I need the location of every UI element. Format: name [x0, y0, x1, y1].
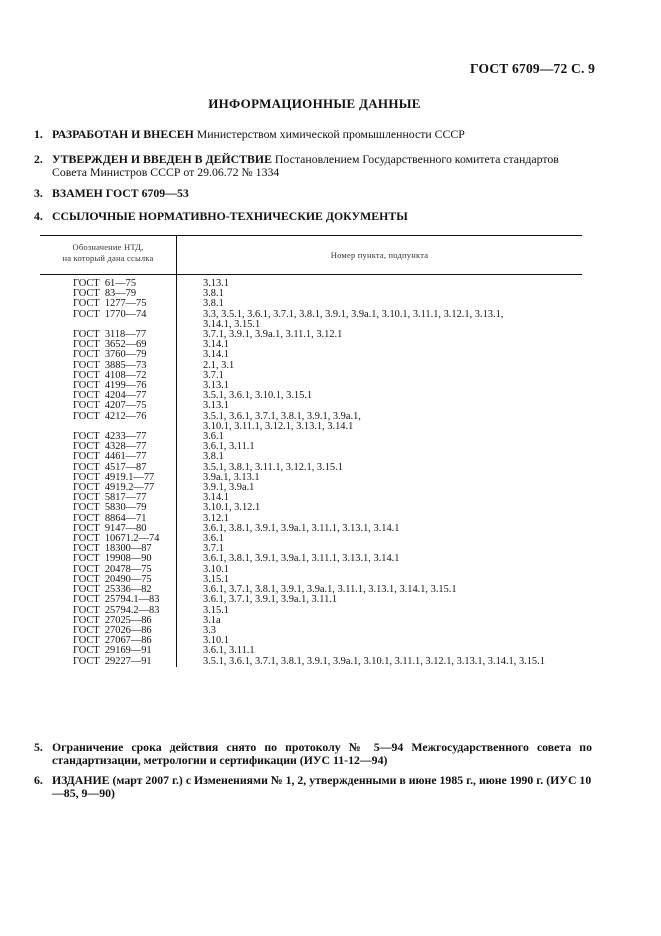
clause-references: [203, 350, 581, 360]
item-number: 6.: [34, 773, 43, 787]
clause-reference-line: 3.6.1, 3.11.1: [203, 645, 255, 657]
clause-references: [203, 534, 581, 544]
clause-references: [203, 463, 581, 473]
clause-reference-line: 3.13.1: [203, 278, 229, 289]
clause-reference-line: 3.14.1: [203, 339, 229, 351]
doc-designation: ГОСТ 61—75: [73, 278, 137, 289]
clause-reference-line: 3.5.1, 3.8.1, 3.11.1, 3.12.1, 3.15.1: [203, 461, 343, 473]
clause-reference-line: 3.10.1, 3.12.1: [203, 502, 261, 514]
doc-designation: ГОСТ 3760—79: [73, 349, 147, 361]
item-text: ИЗДАНИЕ (март 2007 г.) с Изменениями № 1, 2, утвержденными в июне 1985 г., июне 1990 г. (ИУС 10—85, 9—90): [52, 773, 592, 800]
doc-designation: ГОСТ 29169—91: [73, 645, 152, 657]
clause-references: [203, 554, 581, 564]
item-number: 5.: [34, 740, 43, 754]
clause-reference-line: 3.8.1: [203, 288, 224, 300]
table-header: [40, 235, 582, 275]
clause-reference-line: 3.1а: [203, 614, 221, 626]
clause-references: [203, 371, 581, 381]
clause-reference-line: 3.6.1, 3.8.1, 3.9.1, 3.9а.1, 3.11.1, 3.13.1, 3.14.1: [203, 522, 400, 534]
doc-designation: ГОСТ 4919.1—77: [73, 471, 155, 483]
header-doc-designation: [40, 242, 176, 264]
clause-reference-line: 3.6.1: [203, 431, 224, 443]
clause-references: [203, 361, 581, 371]
clause-reference-line: 3.14.1, 3.15.1: [203, 318, 261, 330]
doc-designation: ГОСТ 27025—86: [73, 614, 152, 626]
clause-references: [203, 616, 581, 626]
info-item-3: [34, 186, 592, 200]
item-text: Министерством химической промышленности СССР: [196, 127, 465, 141]
clause-references: [203, 412, 581, 432]
clause-reference-line: 3.6.1, 3.7.1, 3.9.1, 3.9а.1, 3.11.1: [203, 594, 338, 606]
document-title: ИНФОРМАЦИОННЫЕ ДАННЫЕ: [208, 96, 421, 111]
clause-reference-line: 3.10.1: [203, 635, 229, 647]
clause-references: [203, 503, 581, 513]
clause-reference-line: 3.15.1: [203, 573, 229, 585]
doc-designation: ГОСТ 4233—77: [73, 431, 147, 443]
clause-references: [203, 646, 581, 656]
clause-reference-line: 3.14.1: [203, 349, 229, 361]
references-table: [40, 235, 582, 667]
table-row: [40, 657, 582, 667]
info-item-6: [34, 773, 592, 800]
doc-designation: ГОСТ 1277—75: [73, 298, 147, 310]
doc-designation: ГОСТ 4919.2—77: [73, 482, 155, 494]
doc-designation: ГОСТ 3885—73: [73, 359, 147, 371]
clause-references: [203, 442, 581, 452]
doc-designation: ГОСТ 20478—75: [73, 563, 152, 575]
info-item-1: [34, 127, 592, 141]
doc-designation: ГОСТ 20490—75: [73, 573, 152, 585]
clause-references: [203, 626, 581, 636]
info-item-4: [34, 209, 592, 223]
clause-reference-line: 3.9а.1, 3.13.1: [203, 471, 260, 483]
doc-designation: ГОСТ 8864—71: [73, 512, 147, 524]
doc-designation: ГОСТ 29227—91: [73, 655, 152, 667]
clause-references: [203, 289, 581, 299]
item-number: 4.: [34, 209, 43, 223]
doc-designation: ГОСТ 4212—76: [73, 410, 147, 422]
doc-designation: ГОСТ 4204—77: [73, 390, 147, 402]
doc-designation: ГОСТ 3118—77: [73, 329, 147, 341]
clause-references: [203, 391, 581, 401]
clause-reference-line: 3.12.1: [203, 512, 229, 524]
item-number: 2.: [34, 152, 43, 166]
clause-reference-line: 3.10.1, 3.11.1, 3.12.1, 3.13.1, 3.14.1: [203, 420, 354, 432]
clause-references: [203, 595, 581, 605]
item-number: 3.: [34, 186, 43, 200]
doc-designation: ГОСТ 25794.1—83: [73, 594, 160, 606]
doc-designation: ГОСТ 25794.2—83: [73, 604, 160, 616]
item-lead: ВЗАМЕН ГОСТ 6709—53: [52, 186, 189, 200]
clause-references: [203, 657, 581, 667]
clause-references: [203, 310, 581, 330]
item-number: 1.: [34, 127, 43, 141]
doc-designation: ГОСТ 27067—86: [73, 635, 152, 647]
info-item-5: [34, 740, 592, 767]
clause-references: [203, 636, 581, 646]
doc-designation: ГОСТ 4517—87: [73, 461, 147, 473]
doc-designation: ГОСТ 27026—86: [73, 624, 152, 636]
header-doc-line2: на который дана ссылка: [62, 253, 154, 263]
clause-reference-line: 3.13.1: [203, 380, 229, 392]
doc-designation: ГОСТ 4108—72: [73, 369, 147, 381]
doc-designation: ГОСТ 19908—90: [73, 553, 152, 565]
doc-designation: ГОСТ 4328—77: [73, 441, 147, 453]
clause-references: [203, 340, 581, 350]
clause-reference-line: 3.5.1, 3.6.1, 3.7.1, 3.8.1, 3.9.1, 3.9а.1, 3.10.1, 3.11.1, 3.12.1, 3.13.1, 3.14.1, 3.15.1: [203, 655, 545, 667]
clause-reference-line: 3.13.1: [203, 400, 229, 412]
item-text: Постановлением Государственного комитета стандартов Совета Министров СССР от 29.06.72 № 1334: [52, 152, 559, 179]
header-doc-line1: Обозначение НТД,: [72, 242, 144, 252]
clause-references: [203, 330, 581, 340]
table-body: [40, 275, 582, 667]
clause-references: [203, 524, 581, 534]
clause-reference-line: 3.7.1, 3.9.1, 3.9а.1, 3.11.1, 3.12.1: [203, 329, 343, 341]
clause-reference-line: 3.6.1, 3.7.1, 3.8.1, 3.9.1, 3.9а.1, 3.11.1, 3.13.1, 3.14.1, 3.15.1: [203, 584, 457, 596]
clause-reference-line: 3.9.1, 3.9а.1: [203, 482, 255, 494]
doc-designation: ГОСТ 10671.2—74: [73, 533, 160, 545]
table-row: [40, 646, 582, 656]
clause-reference-line: 3.3, 3.5.1, 3.6.1, 3.7.1, 3.8.1, 3.9.1, 3.9а.1, 3.10.1, 3.11.1, 3.12.1, 3.13.1,: [203, 308, 504, 320]
clause-reference-line: 3.3: [203, 624, 216, 636]
clause-reference-line: 3.14.1: [203, 492, 229, 504]
doc-designation: ГОСТ 83—79: [73, 288, 137, 300]
clause-reference-line: 3.8.1: [203, 451, 224, 463]
header-clause-number: Номер пункта, подпункта: [330, 250, 429, 260]
table-row: [40, 310, 582, 330]
clause-references: [203, 606, 581, 616]
doc-designation: ГОСТ 18300—87: [73, 543, 152, 555]
doc-designation: ГОСТ 4461—77: [73, 451, 147, 463]
clause-reference-line: 3.8.1: [203, 298, 224, 310]
clause-references: [203, 483, 581, 493]
clause-references: [203, 565, 581, 575]
clause-reference-line: 3.6.1: [203, 533, 224, 545]
clause-references: [203, 279, 581, 289]
clause-reference-line: 3.6.1, 3.8.1, 3.9.1, 3.9а.1, 3.11.1, 3.13.1, 3.14.1: [203, 553, 400, 565]
clause-reference-line: 3.15.1: [203, 604, 229, 616]
info-item-2: [34, 152, 592, 179]
clause-reference-line: 3.5.1, 3.6.1, 3.10.1, 3.15.1: [203, 390, 313, 402]
clause-references: [203, 473, 581, 483]
doc-designation: ГОСТ 5817—77: [73, 492, 147, 504]
table-row: [40, 595, 582, 605]
clause-reference-line: 3.5.1, 3.6.1, 3.7.1, 3.8.1, 3.9.1, 3.9а.1,: [203, 410, 361, 422]
clause-reference-line: 2.1, 3.1: [203, 359, 235, 371]
clause-reference-line: 3.7.1: [203, 369, 224, 381]
item-lead: УТВЕРЖДЕН И ВВЕДЕН В ДЕЙСТВИЕ: [52, 152, 272, 166]
doc-designation: ГОСТ 5830—79: [73, 502, 147, 514]
clause-reference-line: 3.7.1: [203, 543, 224, 555]
page-header: ГОСТ 6709—72 С. 9: [470, 61, 596, 76]
doc-designation: ГОСТ 3652—69: [73, 339, 147, 351]
clause-reference-line: 3.10.1: [203, 563, 229, 575]
doc-designation: ГОСТ 9147—80: [73, 522, 147, 534]
table-row: [40, 412, 582, 432]
doc-designation: ГОСТ 1770—74: [73, 308, 147, 320]
doc-designation: ГОСТ 25336—82: [73, 584, 152, 596]
doc-designation: ГОСТ 4199—76: [73, 380, 147, 392]
clause-references: [203, 432, 581, 442]
item-lead: ССЫЛОЧНЫЕ НОРМАТИВНО-ТЕХНИЧЕСКИЕ ДОКУМЕНТЫ: [52, 209, 408, 223]
doc-designation: ГОСТ 4207—75: [73, 400, 147, 412]
clause-reference-line: 3.6.1, 3.11.1: [203, 441, 255, 453]
item-text: Ограничение срока действия снято по протоколу № 5—94 Межгосударственного совета по стандартизации, метрологии и сертификации (ИУС 11-12—94): [52, 740, 592, 767]
item-lead: РАЗРАБОТАН И ВНЕСЕН: [52, 127, 194, 141]
